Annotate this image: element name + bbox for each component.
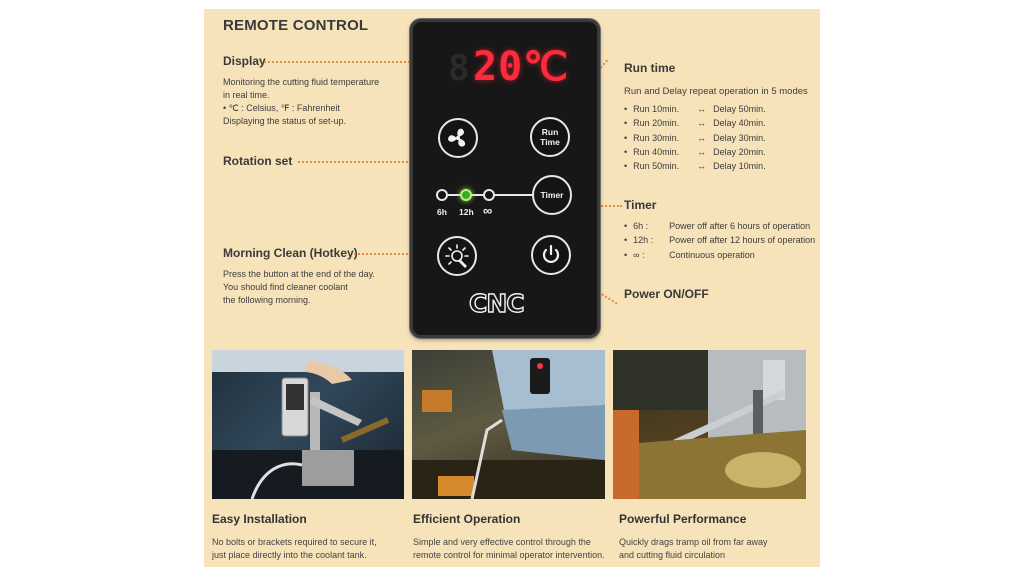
display-heading: Display <box>223 54 266 68</box>
photo-efficient-operation <box>412 350 605 499</box>
timer-indicator-infinite <box>483 189 495 201</box>
feature-title-easy-installation: Easy Installation <box>212 512 307 526</box>
power-button[interactable] <box>531 235 571 275</box>
run-time-mode: • Run 30min. ↔ Delay 30min. <box>624 131 766 145</box>
power-heading: Power ON/OFF <box>624 287 709 301</box>
run-time-button[interactable]: Run Time <box>530 117 570 157</box>
run-time-heading: Run time <box>624 61 676 75</box>
power-icon <box>539 243 563 267</box>
run-time-mode: • Run 10min. ↔ Delay 50min. <box>624 102 766 116</box>
rotation-button[interactable] <box>438 118 478 158</box>
morning-desc-line: the following morning. <box>223 295 311 305</box>
feature-title-efficient-operation: Efficient Operation <box>413 512 521 526</box>
run-time-mode: • Run 40min. ↔ Delay 20min. <box>624 145 766 159</box>
morning-clean-button[interactable] <box>437 236 477 276</box>
timer-heading: Timer <box>624 198 657 212</box>
temperature-display: 20℃ <box>473 44 570 90</box>
photo-powerful-performance <box>613 350 806 499</box>
feature-desc-line: remote control for minimal operator intervention. <box>413 550 605 560</box>
display-ghost-digit: 8 <box>448 48 470 89</box>
feature-desc-easy-installation <box>212 536 412 562</box>
timer-indicator-12h-active <box>460 189 472 201</box>
display-desc-line: Monitoring the cutting fluid temperature <box>223 77 380 87</box>
feature-desc-line: No bolts or brackets required to secure it, <box>212 537 377 547</box>
timer-option: • ∞ : Continuous operation <box>624 248 815 262</box>
morning-clean-description <box>223 268 403 307</box>
morning-clean-heading: Morning Clean (Hotkey) <box>223 246 358 260</box>
feature-desc-line: and cutting fluid circulation <box>619 550 726 560</box>
feature-desc-powerful-performance <box>619 536 819 562</box>
timer-option: • 12h : Power off after 12 hours of operation <box>624 233 815 247</box>
run-time-mode: • Run 50min. ↔ Delay 10min. <box>624 159 766 173</box>
display-desc-line: • ℃ : Celsius, ℉ : Fahrenheit <box>223 103 340 113</box>
photo-easy-installation <box>212 350 404 499</box>
timer-button[interactable]: Timer <box>532 175 572 215</box>
display-desc-line: in real time. <box>223 90 270 100</box>
run-time-description: Run and Delay repeat operation in 5 modes <box>624 86 808 97</box>
morning-desc-line: You should find cleaner coolant <box>223 282 348 292</box>
timer-indicator-6h <box>436 189 448 201</box>
section-title: REMOTE CONTROL <box>223 17 369 34</box>
sun-brush-icon <box>444 243 470 269</box>
display-desc-line: Displaying the status of set-up. <box>223 116 347 126</box>
timer-option-list <box>624 219 815 262</box>
timer-label-infinite: ∞ <box>483 203 493 218</box>
timer-label-12h: 12h <box>459 207 474 217</box>
timer-label-6h: 6h <box>437 207 447 217</box>
brand-logo: CNC <box>469 289 524 318</box>
feature-desc-efficient-operation <box>413 536 613 562</box>
run-time-mode: • Run 20min. ↔ Delay 40min. <box>624 116 766 130</box>
feature-title-powerful-performance: Powerful Performance <box>619 512 747 526</box>
fan-icon <box>445 125 471 151</box>
feature-desc-line: just place directly into the coolant tank. <box>212 550 367 560</box>
display-description <box>223 76 403 128</box>
feature-desc-line: Simple and very effective control through the <box>413 537 591 547</box>
feature-desc-line: Quickly drags tramp oil from far away <box>619 537 768 547</box>
morning-desc-line: Press the button at the end of the day. <box>223 269 375 279</box>
run-time-mode-list <box>624 102 766 173</box>
rotation-heading: Rotation set <box>223 154 293 168</box>
timer-option: • 6h : Power off after 6 hours of operation <box>624 219 815 233</box>
